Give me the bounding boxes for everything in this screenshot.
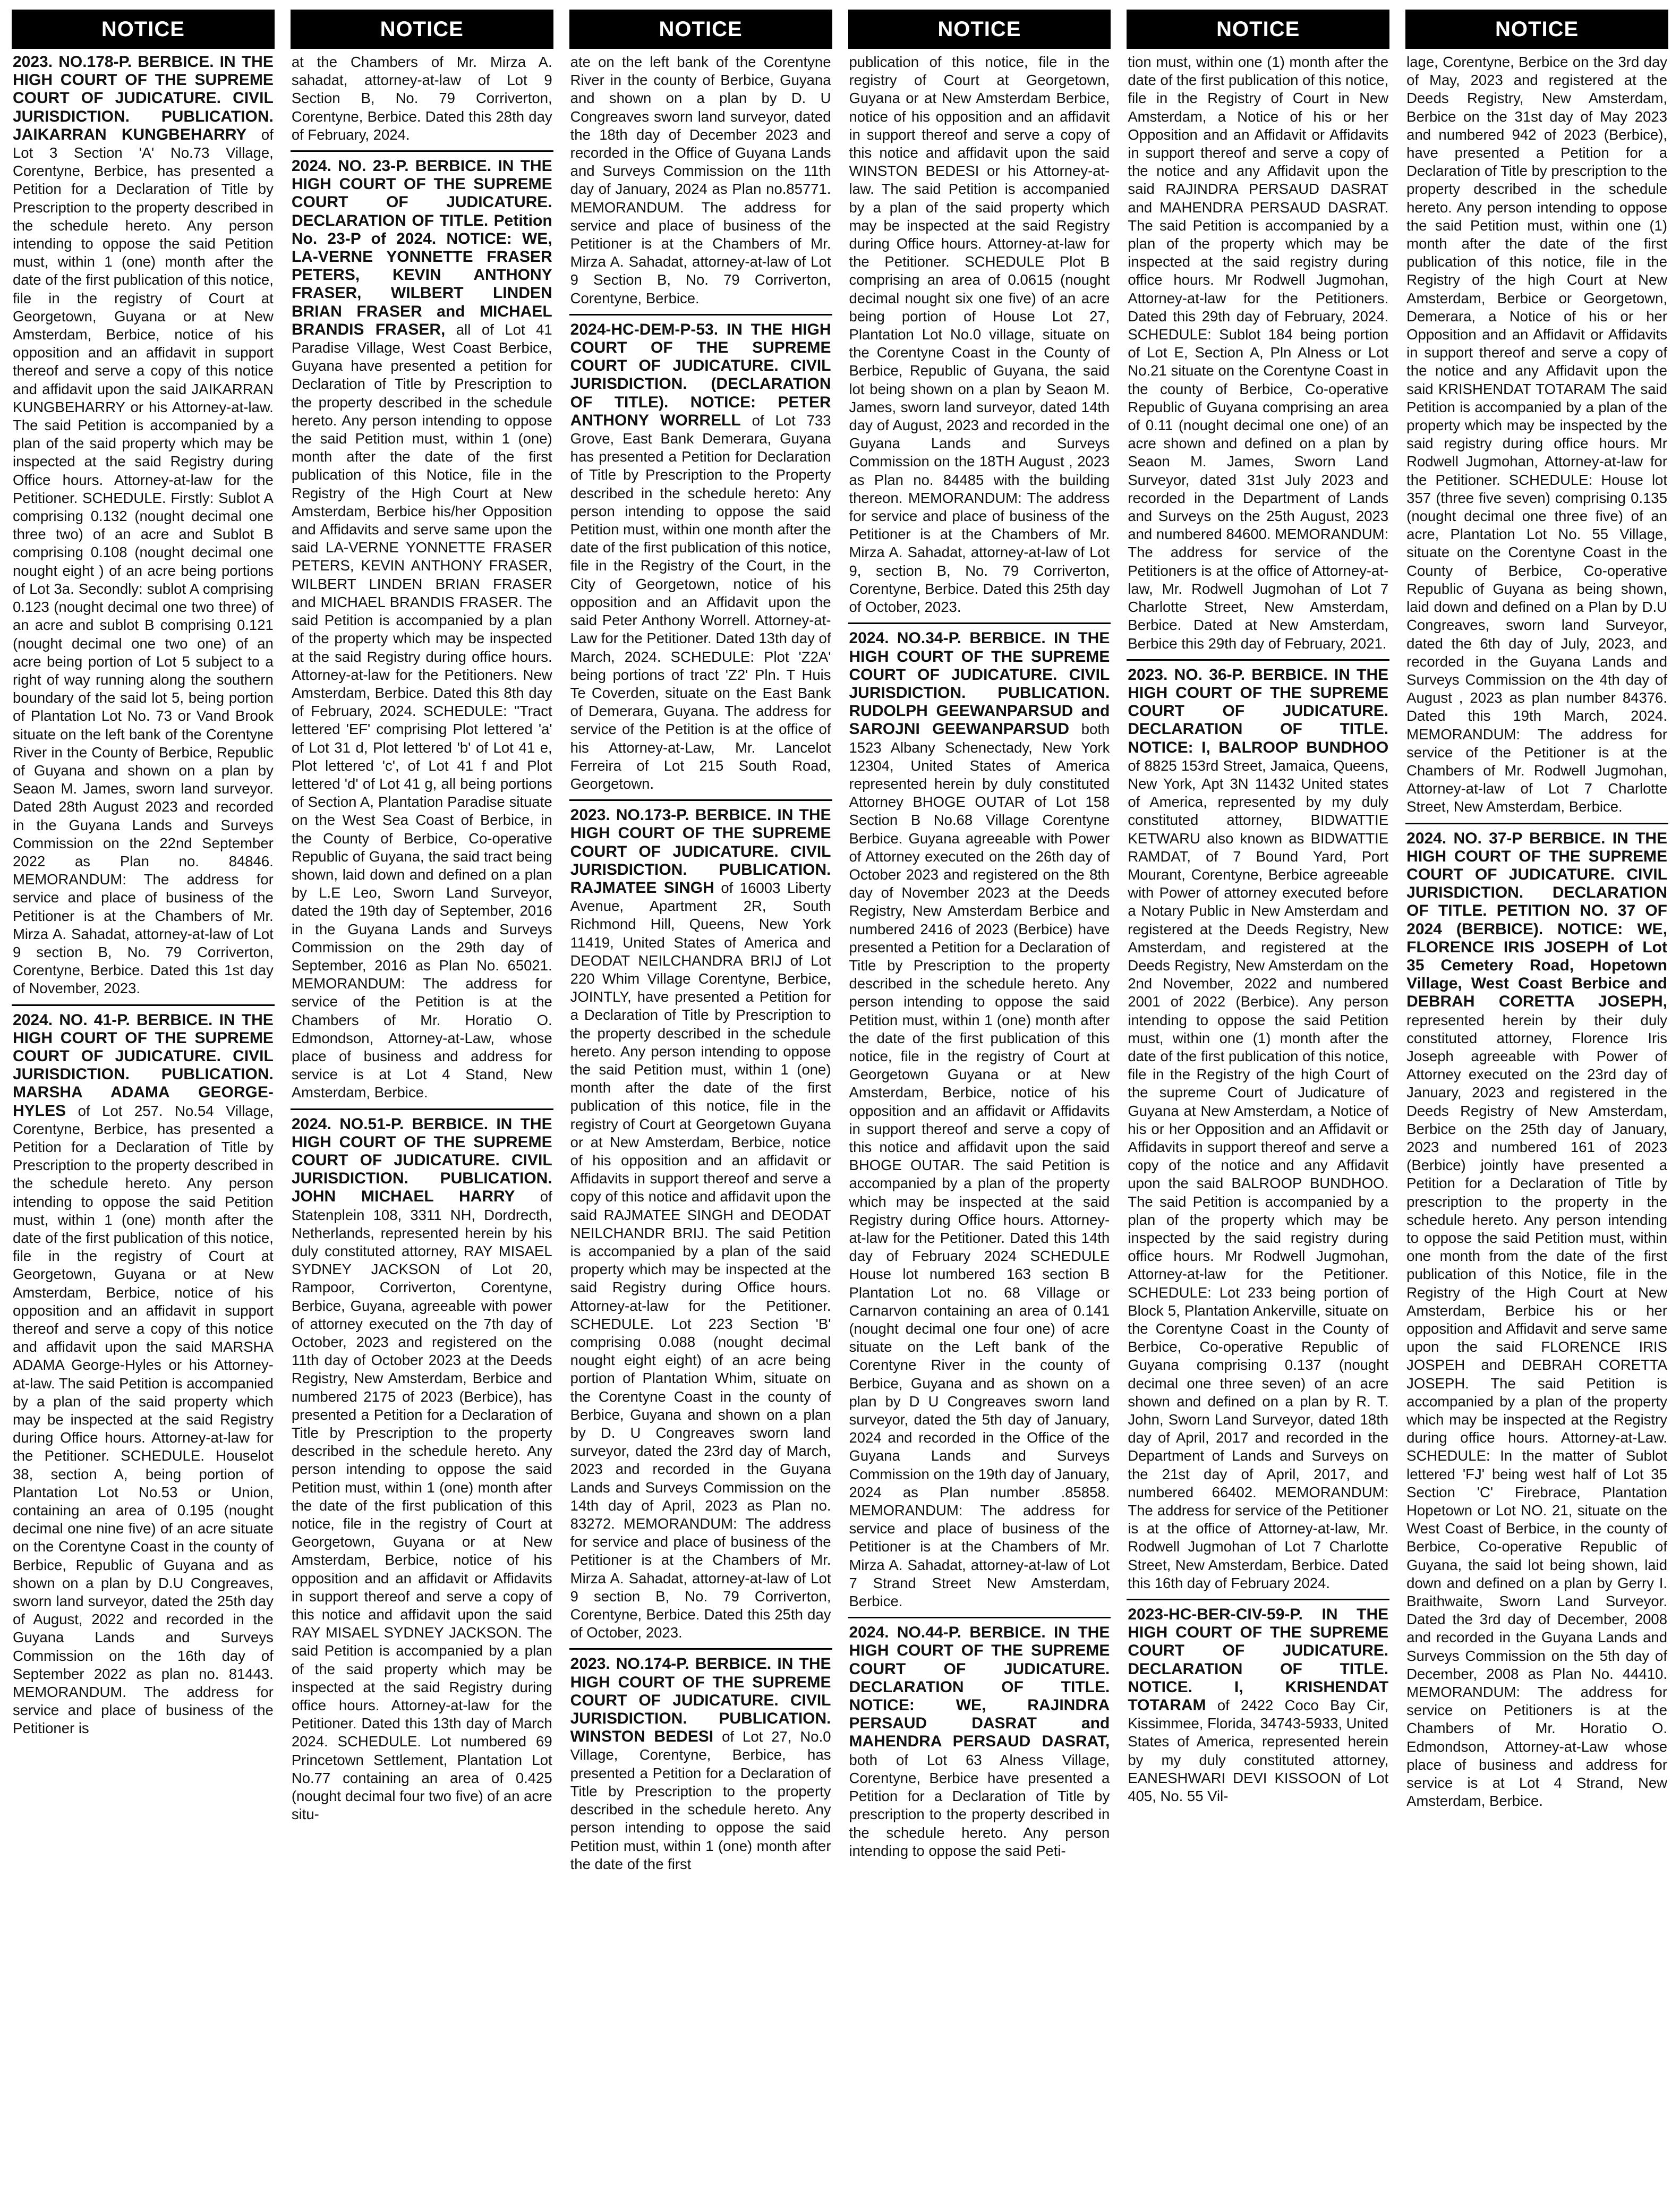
notice-text: [570, 806, 831, 1642]
notice: [569, 806, 832, 1650]
notice-continued: [1127, 53, 1389, 661]
column-2: [291, 10, 553, 2185]
notice-body: all of Lot 41 Paradise Village, West Coast Berbice, Guyana have presented a petition for Declaration of Title by Prescription to the property described in the schedule hereto. Any person intending to oppose the said Petition must, within 1 (one) month after the date of the first publication of this Notice, file in the Registry of the High Court at New Amsterdam, Berbice his/her Opposition and Affidavits and serve same upon the said LA-VERNE YONNETTE FRASER PETERS, KEVIN ANTHONY FRASER, WILBERT LINDEN BRIAN FRASER and MICHAEL BRANDIS FRASER. The said Petition is accompanied by a plan of the property which may be inspected at the said Registry during office hours. Attorney-at-law for the Petitioners. New Amsterdam, Berbice. Dated this 8th day of February, 2024. SCHEDULE: "Tract lettered 'EF' comprising Plot lettered 'a' of Lot 31 d, Plot lettered 'b' of Lot 41 e, Plot lettered 'c', of Lot 41 f and Plot lettered 'd' of Lot 41 g, all being portions of Section A, Plantation Paradise situate on the West Sea Coast of Berbice, in the County of Berbice, Co-operative Republic of Guyana, the said tract being shown, laid down and defined on a plan by L.E Leo, Sworn Land Surveyor, dated the 19th day of September, 2016 in the Guyana Lands and Surveys Commission on the 29th day of September, 2016 as Plan No. 65021. MEMORANDUM: The address for service of the Petition is at the Chambers of Mr. Horatio O. Edmondson, Attorney-at-Law, whose place of business and address for service is at Lot 4 Stand, New Amsterdam, Berbice.: [291, 321, 552, 1101]
column-4: [848, 10, 1111, 2185]
notice-body: of Lot 3 Section 'A' No.73 Village, Corentyne, Berbice, has presented a Petition for a Declaration of Title by Prescription to the property described in the schedule hereto. Any person intending to oppose the said Petition must, within 1 (one) month after the date of the first publication of this notice, file in the registry of Court at Georgetown, Guyana or at New Amsterdam, Berbice, notice of his opposition and an affidavit in support thereof and serve a copy of this notice and affidavit upon the said JAIKARRAN KUNGBEHARRY or his Attorney-at-law. The said Petition is accompanied by a plan of the said property which may be inspected at the said Registry during Office hours. Attorney-at-law for the Petitioner. SCHEDULE. Firstly: Sublot A comprising 0.132 (nought decimal one three two) of an acre and Sublot B comprising 0.108 (nought decimal one nought eight ) of an acre being portions of Lot 3a. Secondly: sublot A comprising 0.123 (nought decimal one two three) of an acre and sublot B comprising 0.121 (nought decimal one two one) of an acre being portion of Lot 5 subject to a right of way running along the southern boundary of the said lot 5, being portion of Plantation Lot No. 73 or Vand Brook situate on the left bank of the Corentyne River in the County of Berbice, Republic of Guyana and shown on a plan by Seaon M. James, sworn land surveyor. Dated 28th August 2023 and recorded in the Guyana Lands and Surveys Commission on the 22nd September 2022 as Plan no. 84846. MEMORANDUM: The address for service and place of business of the Petitioner is at the Chambers of Mr. Mirza A. Sahadat, attorney-at-law of Lot 9 section B, No. 79 Corriverton, Corentyne, Berbice. Dated this 1st day of November, 2023.: [13, 126, 274, 997]
notice-heading: 2023. NO.173-P. BERBICE. IN THE HIGH COURT OF THE SUPREME COURT OF JUDICATURE. CIVIL JURISDICTION. PUBLICATION. RAJMATEE SINGH: [570, 806, 831, 897]
notice: [848, 629, 1111, 1618]
column-header: NOTICE: [291, 10, 553, 49]
notice-text: [849, 53, 1110, 616]
notice-text: [292, 157, 552, 1102]
column-body: [848, 53, 1111, 2185]
notice-heading: 2024. NO.44-P. BERBICE. IN THE HIGH COURT OF THE SUPREME COURT OF JUDICATURE. DECLARATION OF TITLE. NOTICE: WE, RAJINDRA PERSAUD DASRAT and MAHENDRA PERSAUD DASRAT,: [849, 1624, 1110, 1751]
notice-text: [1406, 830, 1667, 1811]
notice-text: [1128, 53, 1388, 653]
notice-text: [13, 53, 274, 998]
notice: [848, 1624, 1111, 1866]
notice-text: [1128, 666, 1388, 1592]
notice-text: [13, 1011, 274, 1738]
column-body: [1405, 53, 1668, 2185]
column-6: [1405, 10, 1668, 2185]
notice-text: [849, 1624, 1110, 1860]
notice-continued: [291, 53, 553, 152]
notice-body: both 1523 Albany Schenectady, New York 12304, United States of America represented herein by duly constituted Attorney BHOGE OUTAR of Lot 158 Section B No.68 Village Corentyne Berbice. Guyana agreeable with Power of Attorney executed on the 26th day of October 2023 and registered on the 8th day of November 2023 at the Deeds Registry, New Amsterdam Berbice and numbered 2416 of 2023 (Berbice) have presented a Petition for a Declaration of Title by Prescription to the property described in the schedule hereto. Any person intending to oppose the said Petition must, within 1 (one) month after the date of the first publication of this notice, file in the registry of Court at Georgetown Guyana or at New Amsterdam, Berbice, notice of his opposition and an affidavit or Affidavits in support thereof and serve a copy of this notice and affidavit upon the said BHOGE OUTAR. The said Petition is accompanied by a plan of the property which may be inspected at the said Registry during Office hours. Attorney-at-law for the Petitioner. Dated this 14th day of February 2024 SCHEDULE House lot numbered 163 section B Plantation Lot no. 68 Village or Carnarvon containing an area of 0.141 (nought decimal one four one) of acre situate on the Left bank of the Corentyne River in the county of Berbice, Guyana and as shown on a plan by D U Congreaves sworn land surveyor, dated the 5th day of January, 2024 and recorded in the Office of the Guyana Lands and Surveys Commission on the 19th day of January, 2024 as Plan number .85858. MEMORANDUM: The address for service and place of business of the Petitioner is at the Chambers of Mr. Mirza A. Sahadat, attorney-at-law of Lot 7 Strand Street New Amsterdam, Berbice.: [849, 721, 1110, 1610]
column-body: [569, 53, 832, 2185]
notice-body: of 16003 Liberty Avenue, Apartment 2R, South Richmond Hill, Queens, New York 11419, United States of America and DEODAT NEILCHANDRA BRIJ of Lot 220 Whim Village Corentyne, Berbice, JOINTLY, have presented a Petition for a Declaration of Title by Prescription to the property described in the schedule hereto. Any person intending to oppose the said Petition must, within 1 (one) month after the date of the first publication of this notice, file in the registry of Court at Georgetown Guyana or at New Amsterdam, Berbice, notice of his opposition and an affidavit or Affidavits in support thereof and serve a copy of this notice and affidavit upon the said RAJMATEE SINGH and DEODAT NEILCHANDR BRIJ. The said Petition is accompanied by a plan of the said property which may be inspected at the said Registry during Office hours. Attorney-at-law for the Petitioner. SCHEDULE. Lot 223 Section 'B' comprising 0.088 (nought decimal nought eight eight) of an acre being portion of Plantation Whim, situate on the Corentyne Coast in the county of Berbice, Guyana and shown on a plan by D. U Congreaves sworn land surveyor, dated the 23rd day of March, 2023 and recorded in the Guyana Lands and Surveys Commission on the 14th day of April, 2023 as Plan no. 83272. MEMORANDUM: The address for service and place of business of the Petitioner is at the Chambers of Mr. Mirza A. Sahadat, attorney-at-law of Lot 9 section B, No. 79 Corriverton, Corentyne, Berbice. Dated this 25th day of October, 2023.: [570, 879, 831, 1641]
column-3: [569, 10, 832, 2185]
notice-heading: 2024. NO. 23-P. BERBICE. IN THE HIGH COURT OF THE SUPREME COURT OF JUDICATURE. DECLARATION OF TITLE. Petition No. 23-P of 2024. NOTICE: WE, LA-VERNE YONNETTE FRASER PETERS, KEVIN ANTHONY FRASER, WILBERT LINDEN BRIAN FRASER and MICHAEL BRANDIS FRASER,: [291, 157, 552, 338]
notice-continued: [848, 53, 1111, 624]
notice-body: tion must, within one (1) month after the date of the first publication of this notice, file in the Registry of Court in New Amsterdam, a Notice of his or her Opposition and an Affidavit or Affidavits in support thereof and serve a copy of the notice and any Affidavit upon the said RAJINDRA PERSAUD DASRAT and MAHENDRA PERSAUD DASRAT. The said Petition is accompanied by a plan of the property which may be inspected at the said registry during office hours. Mr Rodwell Jugmohan, Attorney-at-law for the Petitioners. Dated this 29th day of February, 2024. SCHEDULE: Sublot 184 being portion of Lot E, Section A, Pln Alness or Lot No.21 situate on the Corentyne Coast in the county of Berbice, Co-operative Republic of Guyana comprising an area of 0.11 (nought decimal one one) of an acre shown and defined on a plan by Seaon M. James, Sworn Land Surveyor, dated 31st July 2023 and recorded in the Department of Lands and Surveys on the 25th August, 2023 and numbered 84600. MEMORANDUM: The address for service of the Petitioners is at the office of Attorney-at-law, Mr. Rodwell Jugmohan of Lot 7 Charlotte Street, New Amsterdam, Berbice. Dated at New Amsterdam, Berbice this 29th day of February, 2021.: [1128, 54, 1389, 652]
notice: [1127, 1606, 1389, 1812]
notice: [291, 157, 553, 1110]
notice-continued: [569, 53, 832, 315]
column-body: [291, 53, 553, 2185]
notice-text: [849, 629, 1110, 1610]
column-body: [1127, 53, 1389, 2185]
notice-heading: 2024. NO.51-P. BERBICE. IN THE HIGH COURT OF THE SUPREME COURT OF JUDICATURE. CIVIL JURISDICTION. PUBLICATION. JOHN MICHAEL HARRY: [291, 1115, 552, 1206]
notice-heading: 2023. NO.178-P. BERBICE. IN THE HIGH COURT OF THE SUPREME COURT OF JUDICATURE. CIVIL JURISDICTION. PUBLICATION. JAIKARRAN KUNGBEHARRY: [13, 53, 274, 143]
notice-body: of 2422 Coco Bay Cir, Kissimmee, Florida, 34743-5933, United States of America, represented herein by my duly constituted attorney, EANESHWARI DEVI KISSOON of Lot 405, No. 55 Vil-: [1128, 1697, 1389, 1805]
notice-text: [570, 1655, 831, 1873]
notice-body: publication of this notice, file in the registry of Court at Georgetown, Guyana or at New Amsterdam Berbice, notice of his opposition and an affidavit in support thereof and serve a copy of this notice and affidavit upon the said WINSTON BEDESI or his Attorney-at-law. The said Petition is accompanied by a plan of the said property which may be inspected at the said Registry during Office hours. Attorney-at-law for the Petitioner. SCHEDULE Plot B comprising an area of 0.0615 (nought decimal nought six one five) of an acre being portion of House Lot 27, Plantation Lot No.0 village, situate on the Corentyne Coast in the County of Berbice, Republic of Guyana, the said lot being shown on a plan by Seaon M. James, sworn land surveyor, dated 14th day of August, 2023 and recorded in the Guyana Lands and Surveys Commission on the 18TH August , 2023 as Plan no. 84485 with the building thereon. MEMORANDUM: The address for service and place of business of the Petitioner is at the Chambers of Mr. Mirza A. Sahadat, attorney-at-law of Lot 9, section B, No. 79 Corriverton, Corentyne, Berbice. Dated this 25th day of October, 2023.: [849, 54, 1110, 616]
notice-heading: 2024-HC-DEM-P-53. IN THE HIGH COURT OF THE SUPREME COURT OF JUDICATURE. CIVIL JURISDICTION. (DECLARATION OF TITLE). NOTICE: PETER ANTHONY WORRELL: [570, 320, 831, 429]
notice-text: [1128, 1606, 1388, 1805]
notice: [12, 1011, 275, 1744]
notice: [1127, 666, 1389, 1600]
notice-body: represented herein by their duly constituted attorney, Florence Iris Joseph agreeable with Power of Attorney executed on the 23rd day of January, 2023 and registered in the Deeds Registry of New Amsterdam, Berbice on the 25th day of January, 2023 and numbered 161 of 2023 (Berbice) jointly have presented a Petition for a Declaration of Title by prescription to the property in the schedule hereto. Any person intending to oppose the said Petition must, within one month from the date of the first publication of this Notice, file in the Registry of the High Court at New Amsterdam, Berbice his or her opposition and Affidavit and serve same upon the said FLORENCE IRIS JOSPEH and DEBRAH CORETTA JOSEPH. The said Petition is accompanied by a plan of the property which may be inspected at the Registry during office hours. Attorney-at-Law. SCHEDULE: In the matter of Sublot lettered 'FJ' being west half of Lot 35 Section 'C' Firebrace, Plantation Hopetown or Lot NO. 21, situate on the West Coast of Berbice, in the county of Berbice, Co-operative Republic of Guyana, the said lot being shown, laid down and defined on a plan by Gerry I. Braithwaite, Sworn Land Surveyor. Dated the 3rd day of December, 2008 and recorded in the Guyana Lands and Surveys Commission on the 5th day of December, 2008 as Plan No. 44410. MEMORANDUM: The address for service on Petitioners is at the Chambers of Mr. Horatio O. Edmondson, Attorney-at-Law whose place of business and address for service is at Lot 4 Strand, New Amsterdam, Berbice.: [1406, 1011, 1667, 1810]
notice-heading: 2023. NO. 36-P. BERBICE. IN THE HIGH COURT OF THE SUPREME COURT OF JUDICATURE. DECLARATION OF TITLE. NOTICE: I, BALROOP BUNDHOO: [1128, 666, 1389, 756]
notice: [569, 1655, 832, 1879]
notice-text: [570, 321, 831, 793]
notice-body: of Lot 733 Grove, East Bank Demerara, Guyana has presented a Petition for Declaration of Title by Prescription to the Property described in the schedule hereto: Any person intending to oppose the said Petition must, within one month after the date of the first publication of this notice, file in the Registry of the Court, in the City of Georgetown, notice of his opposition and an Affidavit upon the said Peter Anthony Worrell. Attorney-at-Law for the Petitioner. Dated 13th day of March, 2024. SCHEDULE: Plot 'Z2A' being portions of tract 'Z2' Pln. T Huis Te Coverden, situate on the East Bank of Demerara, Guyana. The address for service of the Petition is at the office of his Attorney-at-Law, Mr. Lancelot Ferreira of Lot 215 South Road, Georgetown.: [570, 412, 831, 792]
notice-text: [1406, 53, 1667, 816]
notice-text: [570, 53, 831, 308]
notice-body: of Lot 257. No.54 Village, Corentyne, Berbice, has presented a Petition for a Declaration of Title by Prescription to the property described in the schedule hereto. Any person intending to oppose the said Petition must, within 1 (one) month after the date of the first publication of this notice, file in the registry of Court at Georgetown, Guyana or at New Amsterdam, Berbice, notice of his opposition and an affidavit in support thereof and serve a copy of this notice and affidavit upon the said MARSHA ADAMA George-Hyles or his Attorney-at-law. The said Petition is accompanied by a plan of the said property which may be inspected at the said Registry during Office hours. Attorney-at-law for the Petitioner. SCHEDULE. Houselot 38, section A, being portion of Plantation Lot No.53 or Union, containing an area of 0.195 (nought decimal one nine five) of an acre situate on the Corentyne Coast in the county of Berbice, Republic of Guyana and as shown on a plan by D.U Congreaves, sworn land surveyor, dated the 25th day of August, 2022 and recorded in the Guyana Lands and Surveys Commission on the 16th day of September 2022 as plan no. 81443. MEMORANDUM. The address for service and place of business of the Petitioner is: [13, 1102, 274, 1737]
notice-body: lage, Corentyne, Berbice on the 3rd day of May, 2023 and registered at the Deeds Registry, New Amsterdam, Berbice on the 31st day of May 2023 and numbered 942 of 2023 (Berbice), have presented a Petition for a Declaration of Title by prescription to the property described in the schedule hereto. Any person intending to oppose the said Petition must, within one (1) month after the date of the first publication of this notice, file in the Registry of the high Court at New Amsterdam, Berbice or Georgetown, Demerara, a Notice of his or her Opposition and an Affidavit or Affidavits in support thereof and serve a copy of the notice and any Affidavit upon the said KRISHENDAT TOTARAM The said Petition is accompanied by a plan of the property which may be inspected by the said registry during office hours. Mr Rodwell Jugmohan, Attorney-at-law for the Petitioner. SCHEDULE: House lot 357 (three five seven) comprising 0.135 (nought decimal one three five) of an acre, Plantation Lot No. 55 Village, situate on the Corentyne Coast in the County of Berbice, Co-operative Republic of Guyana as being shown, laid down and defined on a Plan by D.U Congreaves, sworn land Surveyor, dated the 6th day of July, 2023, and recorded in the Guyana Lands and Surveys Commission on the 4th day of August , 2023 as plan number 84376. Dated this 19th March, 2024. MEMORANDUM: The address for service of the Petitioner is at the Chambers of Mr. Rodwell Jugmohan, Attorney-at-law of Lot 7 Charlotte Street, New Amsterdam, Berbice.: [1406, 54, 1667, 815]
column-header: NOTICE: [1405, 10, 1668, 49]
column-5: [1127, 10, 1389, 2185]
notice-text: [292, 53, 552, 144]
notice-heading: 2023-HC-BER-CIV-59-P. IN THE HIGH COURT OF THE SUPREME COURT OF JUDICATURE. DECLARATION OF TITLE. NOTICE. I, KRISHENDAT TOTARAM: [1128, 1606, 1389, 1715]
notice-body: of Statenplein 108, 3311 NH, Dordrecth, Netherlands, represented herein by his duly constituted attorney, RAY MISAEL SYDNEY JACKSON of Lot 20, Rampoor, Corriverton, Corentyne, Berbice, Guyana, agreeable with power of attorney executed on the 7th day of October, 2023 and registered on the 11th day of October 2023 at the Deeds Registry, New Amsterdam, Berbice and numbered 2175 of 2023 (Berbice), has presented a Petition for a Declaration of Title by Prescription to the property described in the schedule hereto. Any person intending to oppose the said Petition must, within 1 (one) month after the date of the first publication of this notice, file in the registry of Court at Georgetown, Guyana or at New Amsterdam, Berbice, notice of his opposition and an affidavit or Affidavits in support thereof and serve a copy of this notice and affidavit upon the said RAY MISAEL SYDNEY JACKSON. The said Petition is accompanied by a plan of the said property which may be inspected at the said Registry during office hours. Attorney-at-law for the Petitioner. Dated this 13th day of March 2024. SCHEDULE. Lot numbered 69 Princetown Settlement, Plantation Lot No.77 containing an area of 0.425 (nought decimal four two five) of an acre situ-: [291, 1188, 552, 1823]
column-header: NOTICE: [848, 10, 1111, 49]
notice-heading: 2024. NO.34-P. BERBICE. IN THE HIGH COURT OF THE SUPREME COURT OF JUDICATURE. CIVIL JURISDICTION. PUBLICATION. RUDOLPH GEEWANPARSUD and SAROJNI GEEWANPARSUD: [849, 629, 1110, 738]
notice: [569, 321, 832, 801]
column-body: [12, 53, 275, 2185]
notice-body: of 8825 153rd Street, Jamaica, Queens, New York, Apt 3N 11432 United states of America, represented by my duly constituted attorney, BIDWATTIE KETWARU also known as BIDWATTIE RAMDAT, of 7 Bound Yard, Port Mourant, Corentyne, Berbice agreeable with Power of attorney executed before a Notary Public in New Amsterdam and registered at the Deeds Registry, New Amsterdam, and registered at the Deeds Registry, New Amsterdam on the 2nd November, 2022 and numbered 2001 of 2022 (Berbice). Any person intending to oppose the said Petition must, within one (1) month after the date of the first publication of this notice, file in the Registry of the high Court of the supreme Court of Judicature of Guyana at New Amsterdam, a Notice of his or her Opposition and an Affidavit or Affidavits in support thereof and serve a copy of the notice and any Affidavit upon the said BALROOP BUNDHOO. The said Petition is accompanied by a plan of the property which may be inspected by the said registry during office hours. Mr Rodwell Jugmohan, Attorney-at-law for the Petitioner. SCHEDULE: Lot 233 being portion of Block 5, Plantation Ankerville, situate on the Corentyne Coast in the County of Berbice, Co-operative Republic of Guyana comprising 0.137 (nought decimal one three seven) of an acre shown and defined on a plan by R. T. John, Sworn Land Surveyor, dated 18th day of April, 2017 and recorded in the Department of Lands and Surveys on the 21st day of April, 2017, and numbered 66402. MEMORANDUM: The address for service of the Petitioner is at the office of Attorney-at-law, Mr. Rodwell Jugmohan of Lot 7 Charlotte Street, New Amsterdam, Berbice. Dated this 16th day of February 2024.: [1128, 757, 1389, 1591]
notice-text: [292, 1115, 552, 1824]
notice-body: ate on the left bank of the Corentyne River in the county of Berbice, Guyana and shown on a plan by D. U Congreaves sworn land surveyor, dated the 18th day of December 2023 and recorded in the Office of Guyana Lands and Surveys Commission on the 11th day of January, 2024 as Plan no.85771. MEMORANDUM. The address for service and place of business of the Petitioner is at the Chambers of Mr. Mirza A. Sahadat, attorney-at-law of Lot 9 Section B, No. 79 Corriverton, Corentyne, Berbice.: [570, 54, 831, 306]
column-header: NOTICE: [12, 10, 275, 49]
notice-heading: 2023. NO.174-P. BERBICE. IN THE HIGH COURT OF THE SUPREME COURT OF JUDICATURE. CIVIL JURISDICTION. PUBLICATION. WINSTON BEDESI: [570, 1655, 831, 1746]
notice-body: of Lot 27, No.0 Village, Corentyne, Berbice, has presented a Petition for a Declaration of Title by Prescription to the property described in the schedule hereto. Any person intending to oppose the said Petition must, within 1 (one) month after the date of the first: [570, 1728, 831, 1872]
notice-heading: 2024. NO. 41-P. BERBICE. IN THE HIGH COURT OF THE SUPREME COURT OF JUDICATURE. CIVIL JURISDICTION. PUBLICATION. MARSHA ADAMA GEORGE-HYLES: [13, 1011, 274, 1120]
column-1: [12, 10, 275, 2185]
notice-body: both of Lot 63 Alness Village, Corentyne, Berbice have presented a Petition for a Declaration of Title by prescription to the property described in the schedule hereto. Any person intending to oppose the said Peti-: [849, 1751, 1110, 1859]
notice: [12, 53, 275, 1006]
notice: [1405, 830, 1668, 1817]
notice-body: at the Chambers of Mr. Mirza A. sahadat, attorney-at-law of Lot 9 Section B, No. 79 Corriverton, Corentyne, Berbice. Dated this 28th day of February, 2024.: [291, 54, 552, 143]
notice-continued: [1405, 53, 1668, 824]
column-header: NOTICE: [569, 10, 832, 49]
column-header: NOTICE: [1127, 10, 1389, 49]
notice: [291, 1115, 553, 1830]
notice-heading: 2024. NO. 37-P BERBICE. IN THE HIGH COURT OF THE SUPREME COURT OF JUDICATURE. CIVIL JURISDICTION. DECLARATION OF TITLE. PETITION NO. 37 OF 2024 (BERBICE). NOTICE: WE, FLORENCE IRIS JOSEPH of Lot 35 Cemetery Road, Hopetown Village, West Coast Berbice and DEBRAH CORETTA JOSEPH,: [1406, 829, 1667, 1011]
